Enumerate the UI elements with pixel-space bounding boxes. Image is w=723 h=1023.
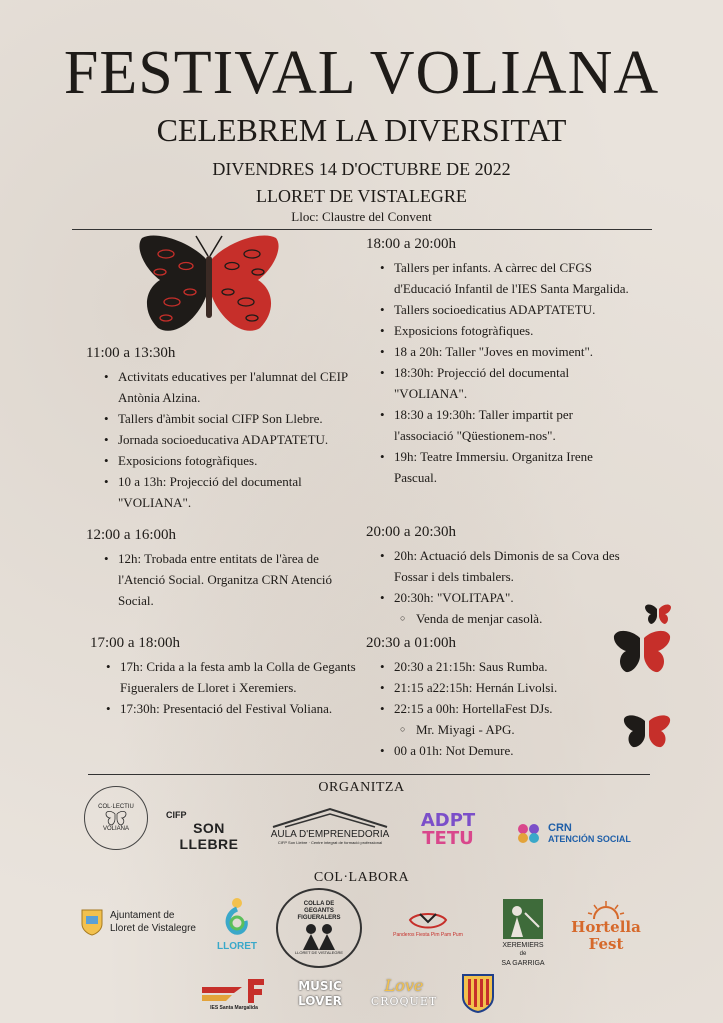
butterfly-illustration <box>136 232 282 338</box>
list-item: • 17:30h: Presentació del Festival Voliana. <box>104 698 375 719</box>
list-item: • 20:30h: "VOLITAPA". <box>378 587 632 608</box>
list-item: • Exposicions fotogràfiques. <box>378 320 632 341</box>
block-time: 17:00 a 18:00h <box>90 635 180 651</box>
schedule-block-2030 <box>366 632 632 761</box>
list-item: • 19h: Teatre Immersiu. Organitza Irene Pascual. <box>378 446 632 488</box>
love-croquet-logo: Love CROQUET <box>370 976 438 1008</box>
ies-santa-margalida-logo: IES Santa Margalida <box>194 974 274 1014</box>
top-divider <box>72 229 652 230</box>
colla-gegants-logo: COLLA DE GEGANTS FIGUERALERS LLORET DE VISTALEGRE <box>276 888 362 968</box>
event-date: DIVENDRES 14 D'OCTUBRE DE 2022 <box>212 159 511 179</box>
list-item: • Tallers d'àmbit social CIFP Son Llebre. <box>102 408 361 429</box>
bottom-divider <box>88 774 650 775</box>
crn-atencion-social-logo: CRN ATENCIÓN SOCIAL <box>514 818 644 848</box>
list-item: • 22:15 a 00h: HortellaFest DJs. <box>378 698 632 719</box>
giants-icon <box>299 922 339 950</box>
aula-emprenedoria-logo: AULA D'EMPRENEDORIA CIFP Son Llebre · Centre integrat de formació professional <box>268 800 392 852</box>
cifp-son-llebre-logo: CIFP SON LLEBRE <box>166 810 239 852</box>
schedule-block-1200 <box>86 524 361 611</box>
lloret-figure-icon <box>219 895 255 941</box>
music-lover-logo: MUSIC LOVER <box>298 979 342 1008</box>
hortella-fest-logo: Hortella Fest <box>574 896 638 958</box>
butterfly-small-3 <box>622 713 672 749</box>
block-time: 11:00 a 13:30h <box>86 345 176 361</box>
butterfly-small-1 <box>644 603 672 625</box>
ies-mark-icon <box>198 977 270 1005</box>
block-time: 20:00 a 20:30h <box>366 524 456 540</box>
xeremiers-logo: XEREMIERS de SA GARRIGA <box>494 896 552 968</box>
block-time: 20:30 a 01:00h <box>366 635 456 651</box>
list-item: • Jornada socioeducativa ADAPTATETU. <box>102 429 361 450</box>
butterfly-icon <box>105 810 127 826</box>
event-town: LLORET DE VISTALEGRE <box>256 186 467 206</box>
butterfly-small-2 <box>612 628 672 674</box>
list-item: • 21:15 a22:15h: Hernán Livolsi. <box>378 677 632 698</box>
list-subitem: ○ Venda de menjar casolà. <box>378 608 632 629</box>
schedule-block-1800 <box>366 233 632 488</box>
building-icon <box>271 807 389 829</box>
schedule-block-2000 <box>366 521 632 629</box>
ajuntament-logo: Ajuntament de Lloret de Vistalegre <box>80 904 200 940</box>
col-lectiu-voliana-logo: COL·LECTIU VOLIANA <box>84 786 148 850</box>
list-item: • 18 a 20h: Taller "Joves en moviment". <box>378 341 632 362</box>
list-item: • 17h: Crida a la festa amb la Colla de Gegants Figueralers de Lloret i Xeremiers. <box>104 656 375 698</box>
schedule-block-1700 <box>90 632 375 719</box>
pimpam-logo: Panderos Fiesta Pim Pam Pum <box>376 904 480 944</box>
list-item: • 10 a 13h: Projecció del documental "VOLIANA". <box>102 471 361 513</box>
block-time: 18:00 a 20:00h <box>366 236 456 252</box>
list-item: • Tallers per infants. A càrrec del CFGS d'Educació Infantil de l'IES Santa Margalida. <box>378 257 632 299</box>
civil-protection-logo <box>460 972 496 1014</box>
shield-icon <box>461 973 495 1013</box>
list-item: • 18:30h: Projecció del documental "VOLIANA". <box>378 362 632 404</box>
poster-title: FESTIVAL VOLIANA <box>63 39 660 107</box>
event-venue: Lloc: Claustre del Convent <box>291 209 432 224</box>
list-item: • 00 a 01h: Not Demure. <box>378 740 632 761</box>
schedule-block-1100 <box>86 342 361 513</box>
list-item: • Activitats educatives per l'alumnat del CEIP Antònia Alzina. <box>102 366 361 408</box>
coat-of-arms-icon <box>80 908 104 936</box>
mask-icon <box>408 910 448 932</box>
list-item: • 18:30 a 19:30h: Taller impartit per l'associació "Qüestionem-nos". <box>378 404 632 446</box>
organitza-label: ORGANITZA <box>318 780 405 795</box>
adaptatetu-logo: ADPT TETU <box>420 810 476 849</box>
list-item: • 12h: Trobada entre entitats de l'àrea de l'Atenció Social. Organitza CRN Atenció Social. <box>102 548 361 611</box>
list-item: • Tallers socioedicatius ADAPTATETU. <box>378 299 632 320</box>
block-time: 12:00 a 16:00h <box>86 527 176 543</box>
list-item: • 20h: Actuació dels Dimonis de sa Cova des Fossar i dels timbalers. <box>378 545 632 587</box>
lloret-logo: LLORET <box>212 890 262 956</box>
list-item: • Exposicions fotogràfiques. <box>102 450 361 471</box>
list-subitem: ○ Mr. Miyagi - APG. <box>378 719 632 740</box>
list-item: • 20:30 a 21:15h: Saus Rumba. <box>378 656 632 677</box>
xeremier-figure-icon <box>501 897 545 941</box>
crn-symbol-icon <box>514 820 544 846</box>
poster-subtitle: CELEBREM LA DIVERSITAT <box>156 112 567 148</box>
col-labora-label: COL·LABORA <box>313 870 410 885</box>
sun-icon <box>586 901 626 919</box>
